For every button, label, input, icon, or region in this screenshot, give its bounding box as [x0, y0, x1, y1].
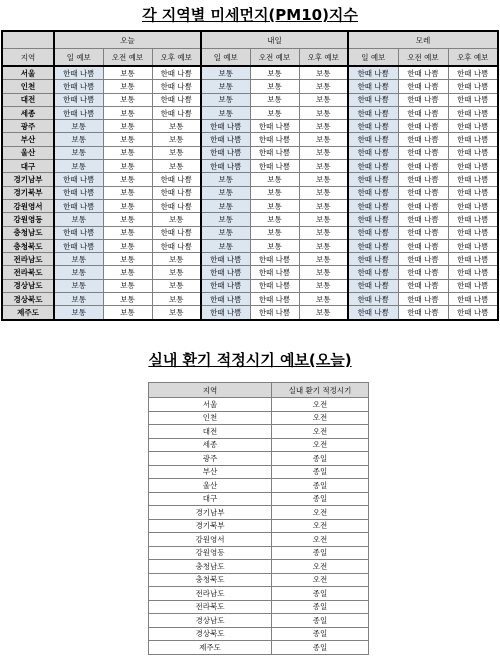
slot-header: 오전 예보 [103, 49, 152, 67]
forecast-cell: 보통 [299, 120, 348, 133]
forecast-cell: 한때 나쁨 [348, 133, 398, 146]
forecast-cell: 한때 나쁨 [398, 120, 448, 133]
forecast-cell: 보통 [152, 213, 201, 226]
forecast-cell: 한때 나쁨 [152, 226, 201, 239]
ventilation-time-cell: 오전 [272, 573, 369, 587]
forecast-cell: 보통 [103, 173, 152, 186]
forecast-cell: 한때 나쁨 [448, 80, 498, 93]
table-row [2, 226, 498, 239]
forecast-cell: 보통 [103, 253, 152, 266]
forecast-cell: 한때 나쁨 [152, 66, 201, 80]
table-row [149, 519, 369, 533]
ventilation-region-cell: 경기남부 [149, 506, 272, 520]
forecast-cell: 한때 나쁨 [152, 80, 201, 93]
forecast-cell: 보통 [299, 93, 348, 106]
forecast-cell: 한때 나쁨 [250, 279, 299, 292]
forecast-cell: 한때 나쁨 [448, 199, 498, 212]
forecast-cell: 한때 나쁨 [201, 279, 250, 292]
forecast-cell: 한때 나쁨 [250, 306, 299, 320]
table-row [149, 452, 369, 466]
ventilation-table [148, 382, 369, 655]
forecast-cell: 한때 나쁨 [398, 293, 448, 306]
region-cell: 대전 [2, 93, 54, 106]
forecast-cell: 한때 나쁨 [348, 226, 398, 239]
forecast-cell: 한때 나쁨 [348, 199, 398, 212]
ventilation-time-cell: 종일 [272, 587, 369, 601]
forecast-cell: 보통 [152, 293, 201, 306]
ventilation-region-cell: 제주도 [149, 641, 272, 655]
region-cell: 인천 [2, 80, 54, 93]
forecast-cell: 보통 [250, 199, 299, 212]
ventilation-region-cell: 광주 [149, 452, 272, 466]
forecast-cell: 보통 [54, 213, 103, 226]
forecast-cell: 한때 나쁨 [250, 160, 299, 173]
forecast-cell: 보통 [54, 266, 103, 279]
ventilation-region-cell: 서울 [149, 398, 272, 412]
forecast-cell: 보통 [250, 66, 299, 80]
ventilation-time-cell: 오전 [272, 533, 369, 547]
region-cell: 전라북도 [2, 266, 54, 279]
forecast-cell: 보통 [250, 186, 299, 199]
forecast-cell: 한때 나쁨 [250, 293, 299, 306]
table-row [149, 546, 369, 560]
forecast-cell: 보통 [299, 106, 348, 119]
table-row [2, 106, 498, 119]
forecast-cell: 한때 나쁨 [201, 266, 250, 279]
ventilation-time-cell: 종일 [272, 600, 369, 614]
slot-header: 일 예보 [348, 49, 398, 67]
region-cell: 광주 [2, 120, 54, 133]
table-row [2, 186, 498, 199]
ventilation-region-cell: 인천 [149, 411, 272, 425]
forecast-cell: 한때 나쁨 [201, 146, 250, 159]
table-row [2, 253, 498, 266]
forecast-cell: 보통 [201, 213, 250, 226]
ventilation-time-cell: 오전 [272, 560, 369, 574]
forecast-cell: 한때 나쁨 [448, 293, 498, 306]
forecast-cell: 보통 [250, 239, 299, 252]
forecast-cell: 한때 나쁨 [398, 80, 448, 93]
forecast-cell: 한때 나쁨 [398, 213, 448, 226]
slot-header: 일 예보 [201, 49, 250, 67]
slot-header: 일 예보 [54, 49, 103, 67]
region-cell: 경기북부 [2, 186, 54, 199]
region-cell: 세종 [2, 106, 54, 119]
forecast-cell: 한때 나쁨 [398, 93, 448, 106]
forecast-cell: 한때 나쁨 [152, 93, 201, 106]
table-row [149, 641, 369, 655]
table-row [2, 213, 498, 226]
forecast-cell: 한때 나쁨 [54, 93, 103, 106]
day-header-dayafter: 모레 [348, 31, 498, 49]
table-row [149, 573, 369, 587]
forecast-cell: 보통 [103, 133, 152, 146]
region-cell: 제주도 [2, 306, 54, 320]
table-row [2, 266, 498, 279]
region-cell: 경상남도 [2, 279, 54, 292]
day-header-today: 오늘 [54, 31, 201, 49]
forecast-cell: 보통 [103, 120, 152, 133]
forecast-cell: 한때 나쁨 [54, 173, 103, 186]
ventilation-title: 실내 환기 적정시기 예보(오늘) [148, 351, 352, 369]
table-row [149, 533, 369, 547]
table-row [149, 600, 369, 614]
forecast-cell: 보통 [201, 80, 250, 93]
forecast-cell: 보통 [299, 133, 348, 146]
forecast-cell: 한때 나쁨 [448, 266, 498, 279]
forecast-cell: 보통 [250, 106, 299, 119]
ventilation-time-cell: 종일 [272, 479, 369, 493]
forecast-cell: 보통 [201, 66, 250, 80]
forecast-cell: 한때 나쁨 [448, 226, 498, 239]
forecast-cell: 보통 [201, 199, 250, 212]
page-title: 각 지역별 미세먼지(PM10)지수 [142, 6, 358, 24]
ventilation-time-cell: 오전 [272, 506, 369, 520]
forecast-cell: 보통 [54, 293, 103, 306]
forecast-cell: 한때 나쁨 [448, 93, 498, 106]
forecast-cell: 한때 나쁨 [448, 66, 498, 80]
forecast-cell: 한때 나쁨 [152, 186, 201, 199]
ventilation-region-cell: 세종 [149, 438, 272, 452]
forecast-cell: 보통 [250, 226, 299, 239]
forecast-cell: 한때 나쁨 [348, 80, 398, 93]
forecast-cell: 한때 나쁨 [348, 186, 398, 199]
ventilation-region-cell: 경상북도 [149, 627, 272, 641]
ventilation-time-cell: 종일 [272, 492, 369, 506]
forecast-cell: 한때 나쁨 [250, 266, 299, 279]
table-row [149, 506, 369, 520]
forecast-cell: 한때 나쁨 [448, 133, 498, 146]
forecast-cell: 보통 [54, 133, 103, 146]
region-cell: 대구 [2, 160, 54, 173]
ventilation-region-cell: 대구 [149, 492, 272, 506]
forecast-cell: 보통 [299, 160, 348, 173]
forecast-cell: 한때 나쁨 [448, 253, 498, 266]
forecast-cell: 한때 나쁨 [348, 239, 398, 252]
slot-header: 오전 예보 [398, 49, 448, 67]
forecast-cell: 보통 [152, 306, 201, 320]
forecast-cell: 보통 [299, 173, 348, 186]
forecast-cell: 한때 나쁨 [201, 306, 250, 320]
ventilation-time-cell: 종일 [272, 627, 369, 641]
forecast-cell: 보통 [299, 146, 348, 159]
forecast-cell: 보통 [250, 93, 299, 106]
forecast-cell: 한때 나쁨 [398, 146, 448, 159]
forecast-cell: 보통 [250, 213, 299, 226]
forecast-cell: 한때 나쁨 [398, 306, 448, 320]
table-row [2, 199, 498, 212]
forecast-cell: 보통 [201, 186, 250, 199]
forecast-cell: 보통 [299, 266, 348, 279]
table-row [149, 411, 369, 425]
ventilation-time-cell: 종일 [272, 452, 369, 466]
forecast-cell: 한때 나쁨 [398, 226, 448, 239]
forecast-cell: 보통 [152, 133, 201, 146]
forecast-cell: 한때 나쁨 [348, 146, 398, 159]
forecast-cell: 한때 나쁨 [348, 93, 398, 106]
ventilation-time-cell: 오전 [272, 398, 369, 412]
forecast-cell: 보통 [103, 293, 152, 306]
forecast-cell: 한때 나쁨 [348, 120, 398, 133]
ventilation-region-cell: 충청남도 [149, 560, 272, 574]
ventilation-header-time: 실내 환기 적정시기 [272, 383, 369, 398]
forecast-cell: 보통 [54, 160, 103, 173]
region-cell: 충청북도 [2, 239, 54, 252]
forecast-cell: 보통 [103, 106, 152, 119]
forecast-cell: 한때 나쁨 [152, 106, 201, 119]
table-row [149, 560, 369, 574]
table-row [2, 239, 498, 252]
table-row [2, 306, 498, 320]
forecast-cell: 보통 [103, 279, 152, 292]
forecast-cell: 한때 나쁨 [448, 279, 498, 292]
slot-header: 오후 예보 [448, 49, 498, 67]
table-row [149, 587, 369, 601]
forecast-cell: 한때 나쁨 [54, 186, 103, 199]
forecast-cell: 한때 나쁨 [398, 66, 448, 80]
table-row [2, 146, 498, 159]
forecast-cell: 보통 [152, 160, 201, 173]
ventilation-region-cell: 경상남도 [149, 614, 272, 628]
table-row [2, 66, 498, 80]
forecast-cell: 보통 [152, 253, 201, 266]
forecast-cell: 보통 [299, 199, 348, 212]
forecast-cell: 보통 [103, 186, 152, 199]
forecast-cell: 한때 나쁨 [201, 160, 250, 173]
table-row [149, 438, 369, 452]
table-row [149, 492, 369, 506]
forecast-cell: 한때 나쁨 [348, 160, 398, 173]
forecast-cell: 보통 [299, 80, 348, 93]
day-header-row [2, 31, 498, 49]
table-row [2, 93, 498, 106]
ventilation-time-cell: 종일 [272, 641, 369, 655]
ventilation-header-region: 지역 [149, 383, 272, 398]
forecast-cell: 한때 나쁨 [201, 133, 250, 146]
forecast-cell: 한때 나쁨 [54, 80, 103, 93]
forecast-cell: 한때 나쁨 [54, 66, 103, 80]
forecast-cell: 한때 나쁨 [448, 160, 498, 173]
forecast-cell: 한때 나쁨 [398, 239, 448, 252]
forecast-cell: 한때 나쁨 [348, 306, 398, 320]
forecast-cell: 한때 나쁨 [348, 253, 398, 266]
day-header-tomorrow: 내일 [201, 31, 348, 49]
table-row [2, 173, 498, 186]
forecast-cell: 보통 [152, 279, 201, 292]
forecast-cell: 보통 [103, 239, 152, 252]
forecast-cell: 한때 나쁨 [152, 173, 201, 186]
forecast-cell: 보통 [201, 93, 250, 106]
forecast-cell: 한때 나쁨 [448, 173, 498, 186]
forecast-cell: 보통 [299, 66, 348, 80]
forecast-cell: 한때 나쁨 [54, 239, 103, 252]
ventilation-time-cell: 종일 [272, 465, 369, 479]
table-row [2, 133, 498, 146]
forecast-cell: 한때 나쁨 [250, 146, 299, 159]
ventilation-region-cell: 대전 [149, 425, 272, 439]
forecast-cell: 보통 [54, 146, 103, 159]
forecast-cell: 보통 [299, 226, 348, 239]
forecast-cell: 한때 나쁨 [448, 239, 498, 252]
forecast-cell: 한때 나쁨 [398, 266, 448, 279]
forecast-cell: 한때 나쁨 [398, 133, 448, 146]
forecast-cell: 보통 [299, 306, 348, 320]
forecast-cell: 한때 나쁨 [398, 106, 448, 119]
forecast-cell: 한때 나쁨 [250, 253, 299, 266]
forecast-cell: 한때 나쁨 [448, 186, 498, 199]
forecast-cell: 한때 나쁨 [448, 106, 498, 119]
forecast-cell: 보통 [103, 66, 152, 80]
forecast-cell: 한때 나쁨 [448, 120, 498, 133]
table-row [149, 627, 369, 641]
table-row [149, 425, 369, 439]
table-row [2, 293, 498, 306]
region-cell: 강원영서 [2, 199, 54, 212]
table-row [2, 279, 498, 292]
forecast-cell: 한때 나쁨 [152, 199, 201, 212]
table-row [149, 479, 369, 493]
slot-header: 오전 예보 [250, 49, 299, 67]
forecast-cell: 보통 [299, 253, 348, 266]
ventilation-region-cell: 충청북도 [149, 573, 272, 587]
forecast-cell: 보통 [103, 213, 152, 226]
ventilation-region-cell: 경기북부 [149, 519, 272, 533]
forecast-cell: 한때 나쁨 [348, 213, 398, 226]
forecast-cell: 한때 나쁨 [54, 106, 103, 119]
forecast-cell: 한때 나쁨 [201, 253, 250, 266]
ventilation-body [149, 398, 369, 655]
forecast-cell: 보통 [201, 239, 250, 252]
forecast-cell: 보통 [250, 80, 299, 93]
forecast-cell: 한때 나쁨 [54, 226, 103, 239]
forecast-cell: 한때 나쁨 [398, 253, 448, 266]
forecast-cell: 보통 [54, 279, 103, 292]
forecast-cell: 보통 [152, 266, 201, 279]
forecast-cell: 한때 나쁨 [398, 186, 448, 199]
ventilation-time-cell: 종일 [272, 614, 369, 628]
forecast-cell: 보통 [54, 120, 103, 133]
region-cell: 경상북도 [2, 293, 54, 306]
region-cell: 부산 [2, 133, 54, 146]
region-cell: 경기남부 [2, 173, 54, 186]
forecast-cell: 한때 나쁨 [448, 146, 498, 159]
slot-header: 오후 예보 [152, 49, 201, 67]
forecast-cell: 보통 [201, 106, 250, 119]
slot-header-row [2, 49, 498, 67]
table-row [149, 465, 369, 479]
forecast-cell: 한때 나쁨 [348, 106, 398, 119]
forecast-cell: 한때 나쁨 [201, 120, 250, 133]
forecast-cell: 보통 [103, 146, 152, 159]
forecast-body [2, 66, 498, 320]
forecast-cell: 보통 [103, 226, 152, 239]
ventilation-region-cell: 전라북도 [149, 600, 272, 614]
forecast-cell: 한때 나쁨 [348, 173, 398, 186]
slot-header: 오후 예보 [299, 49, 348, 67]
forecast-cell: 보통 [299, 293, 348, 306]
forecast-cell: 한때 나쁨 [448, 306, 498, 320]
ventilation-time-cell: 오전 [272, 519, 369, 533]
forecast-cell: 보통 [54, 253, 103, 266]
forecast-cell: 보통 [103, 306, 152, 320]
table-row [149, 398, 369, 412]
forecast-cell: 한때 나쁨 [152, 239, 201, 252]
forecast-cell: 한때 나쁨 [398, 279, 448, 292]
forecast-cell: 한때 나쁨 [398, 173, 448, 186]
ventilation-region-cell: 강원영동 [149, 546, 272, 560]
forecast-cell: 한때 나쁨 [348, 279, 398, 292]
ventilation-time-cell: 오전 [272, 438, 369, 452]
forecast-cell: 한때 나쁨 [448, 213, 498, 226]
ventilation-region-cell: 부산 [149, 465, 272, 479]
forecast-cell: 보통 [299, 186, 348, 199]
forecast-cell: 보통 [250, 173, 299, 186]
forecast-cell: 한때 나쁨 [250, 120, 299, 133]
region-cell: 서울 [2, 66, 54, 80]
forecast-cell: 보통 [201, 226, 250, 239]
ventilation-time-cell: 오전 [272, 411, 369, 425]
forecast-cell: 한때 나쁨 [54, 199, 103, 212]
region-cell: 강원영동 [2, 213, 54, 226]
forecast-cell: 한때 나쁨 [348, 293, 398, 306]
forecast-cell: 보통 [54, 306, 103, 320]
forecast-cell: 보통 [299, 239, 348, 252]
forecast-cell: 보통 [103, 266, 152, 279]
ventilation-region-cell: 강원영서 [149, 533, 272, 547]
forecast-cell: 한때 나쁨 [250, 133, 299, 146]
ventilation-header-row [149, 383, 369, 398]
forecast-cell: 보통 [299, 213, 348, 226]
table-row [2, 120, 498, 133]
region-header-spacer [2, 31, 54, 49]
forecast-cell: 한때 나쁨 [398, 160, 448, 173]
region-cell: 전라남도 [2, 253, 54, 266]
region-header: 지역 [2, 49, 54, 67]
ventilation-region-cell: 울산 [149, 479, 272, 493]
table-row [149, 614, 369, 628]
region-cell: 울산 [2, 146, 54, 159]
forecast-cell: 보통 [152, 120, 201, 133]
table-row [2, 80, 498, 93]
forecast-cell: 한때 나쁨 [348, 66, 398, 80]
table-row [2, 160, 498, 173]
ventilation-time-cell: 종일 [272, 546, 369, 560]
forecast-cell: 보통 [299, 279, 348, 292]
forecast-cell: 한때 나쁨 [201, 293, 250, 306]
forecast-cell: 보통 [103, 80, 152, 93]
pm10-forecast-table [1, 30, 499, 321]
ventilation-region-cell: 전라남도 [149, 587, 272, 601]
forecast-cell: 보통 [103, 160, 152, 173]
ventilation-time-cell: 오전 [272, 425, 369, 439]
region-cell: 충청남도 [2, 226, 54, 239]
forecast-cell: 보통 [152, 146, 201, 159]
forecast-cell: 한때 나쁨 [348, 266, 398, 279]
forecast-cell: 보통 [103, 199, 152, 212]
forecast-cell: 한때 나쁨 [398, 199, 448, 212]
forecast-cell: 보통 [201, 173, 250, 186]
forecast-cell: 보통 [103, 93, 152, 106]
